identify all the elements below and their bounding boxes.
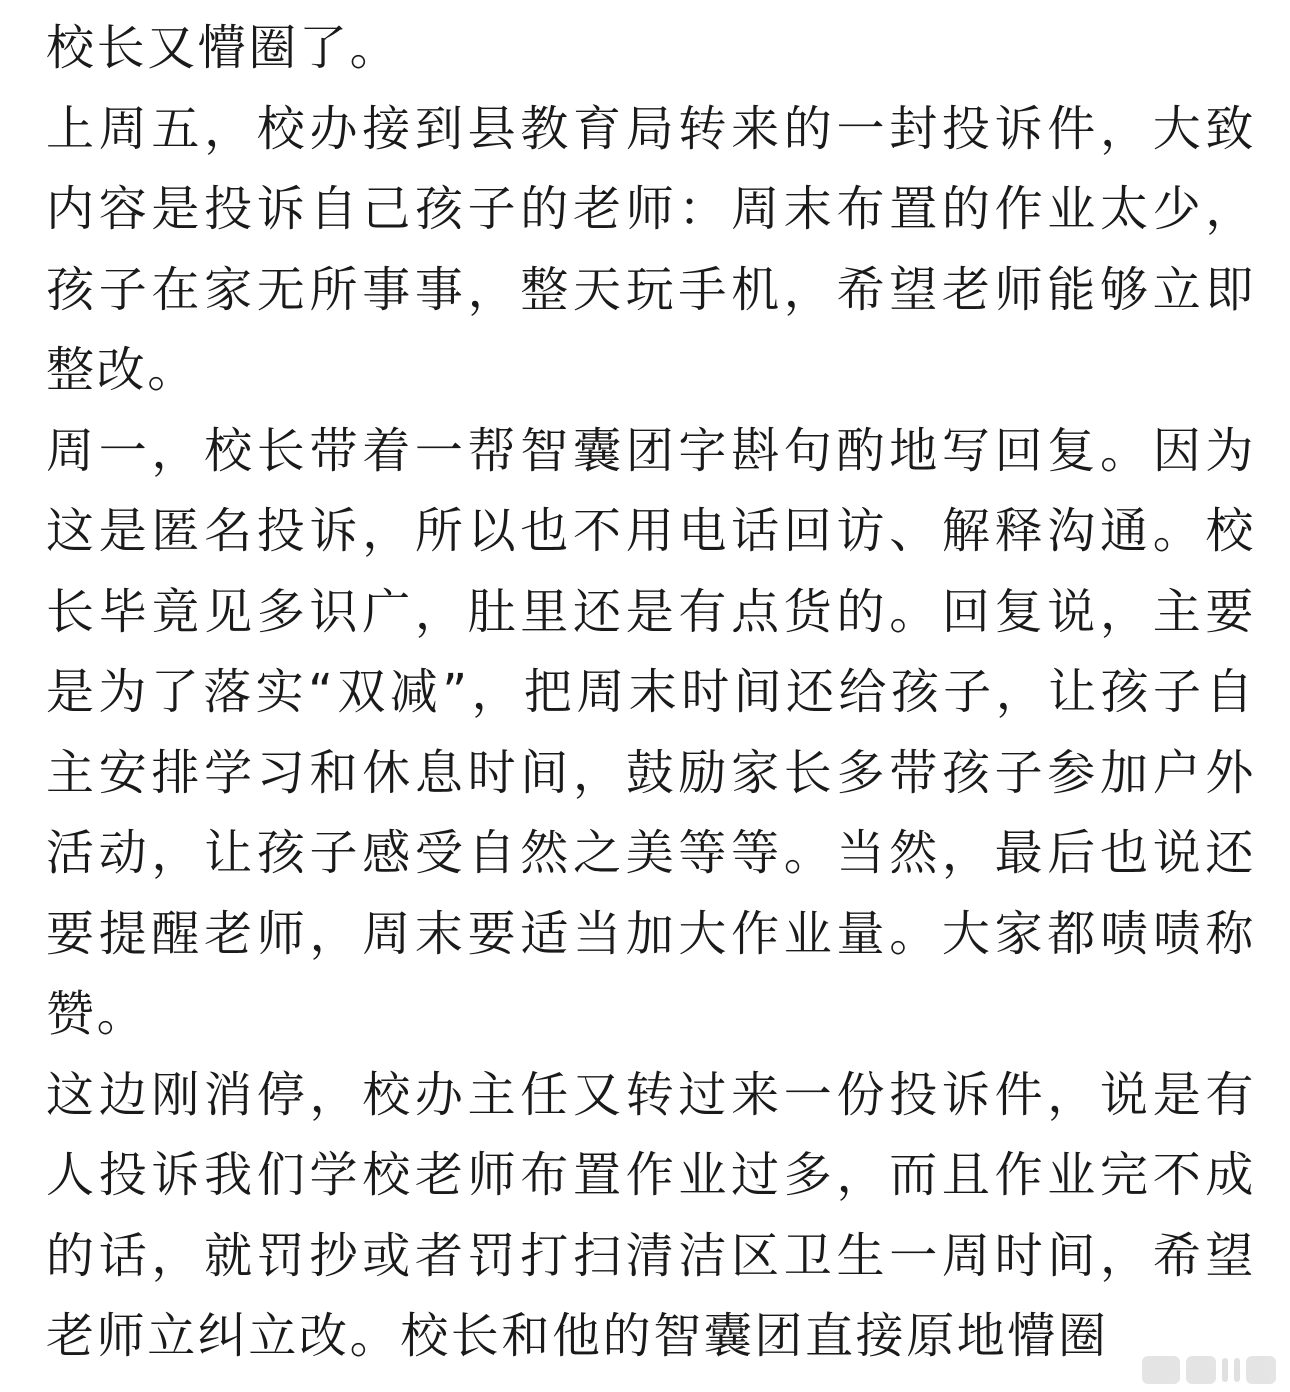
watermark-bar-icon: [1222, 1358, 1228, 1382]
watermark-block-icon: [1142, 1356, 1180, 1384]
paragraph-3: 周一，校长带着一帮智囊团字斟句酌地写回复。因为这是匿名投诉，所以也不用电话回访、解释沟通。校长毕竟见多识广，肚里还是有点货的。回复说，主要是为了落实“双减”，把周末时间还给孩子，让孩子自主安排学习和休息时间，鼓励家长多带孩子参加户外活动，让孩子感受自然之美等等。当然，最后也说还要提醒老师，周末要适当加大作业量。大家都啧啧称赞。: [46, 422, 1256, 1042]
watermark-icon: [1142, 1356, 1276, 1384]
watermark-bar-icon: [1234, 1358, 1240, 1382]
paragraph-1: 校长又懵圈了。: [46, 20, 401, 76]
paragraph-4: 这边刚消停，校办主任又转过来一份投诉件，说是有人投诉我们学校老师布置作业过多，而且作业完不成的话，就罚抄或者罚打扫清洁区卫生一周时间，希望老师立纠立改。校长和他的智囊团直接原地懵圈: [46, 1066, 1256, 1364]
watermark-block-icon: [1246, 1356, 1276, 1384]
watermark-block-icon: [1186, 1356, 1216, 1384]
paragraph-2: 上周五，校办接到县教育局转来的一封投诉件，大致内容是投诉自己孩子的老师：周末布置的作业太少，孩子在家无所事事，整天玩手机，希望老师能够立即整改。: [46, 100, 1256, 398]
article-body: [46, 8, 1256, 1377]
